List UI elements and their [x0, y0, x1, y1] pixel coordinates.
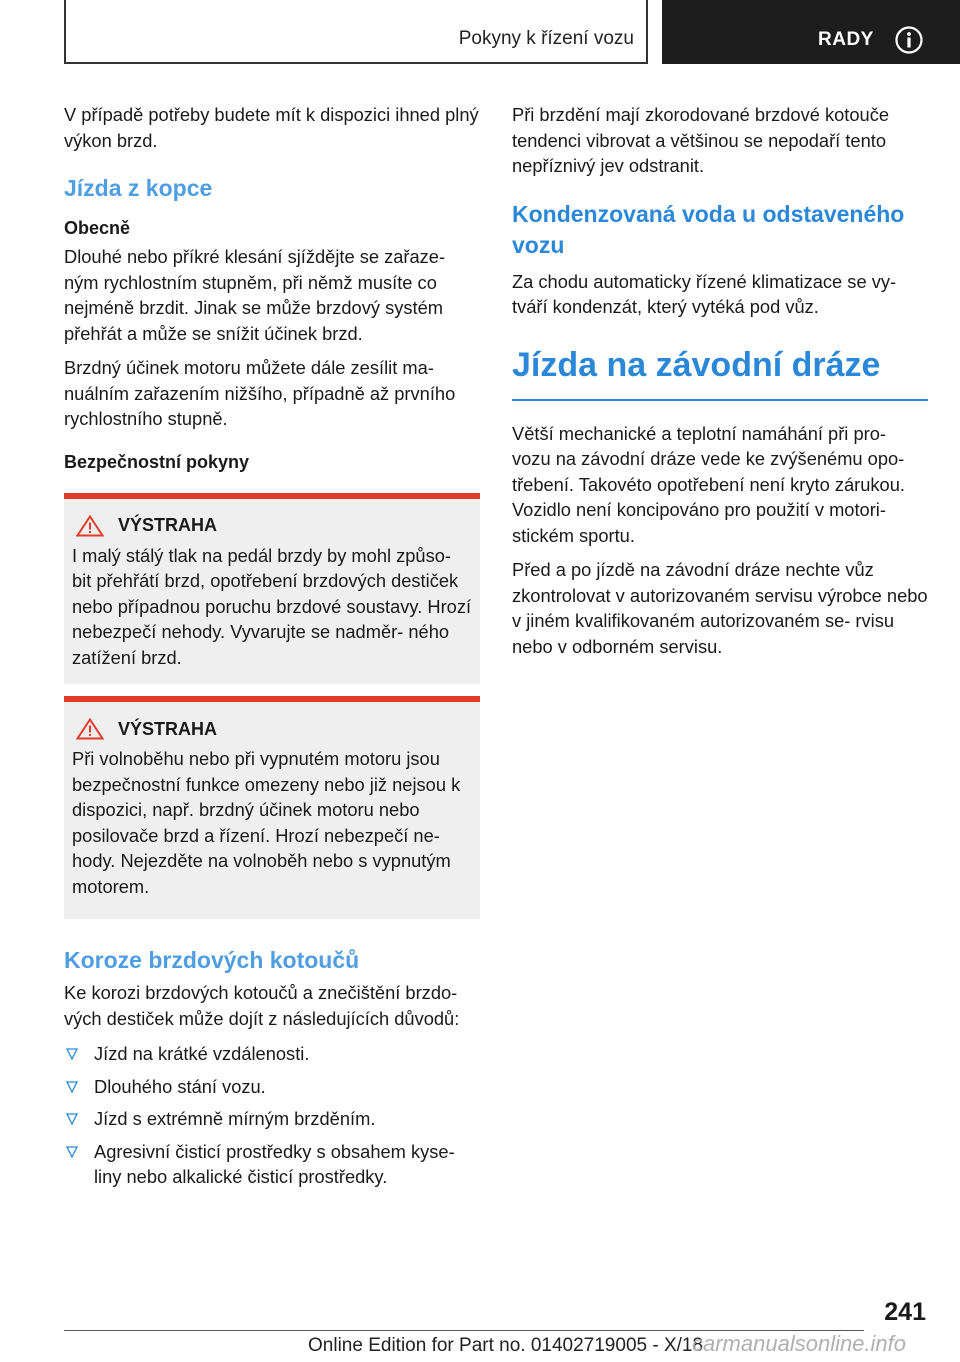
chapter-label: RADY: [818, 29, 874, 50]
header-title-box: [64, 0, 648, 64]
corrosion-intro: Ke korozi brzdových kotoučů a znečištění brzdo- vých destiček může dojít z následujících důvodů:: [64, 982, 460, 1029]
general-paragraph-2: Brzdný účinek motoru můžete dále zesílit ma- nuálním zařazením nižšího, případně až prvního rychlostního stupně.: [64, 357, 456, 429]
warning-title: VÝSTRAHA: [118, 718, 218, 739]
intro-paragraph: V případě potřeby budete mít k dispozici ihned plný výkon brzd.: [64, 104, 479, 151]
list-item: Agresivní čisticí prostředky s obsahem kyse- liny nebo alkalické čisticí prostředky.: [64, 1139, 480, 1190]
list-item: Dlouhého stání vozu.: [64, 1074, 480, 1100]
race-paragraph-1: Větší mechanické a teplotní namáhání při pro- vozu na závodní dráze vede ke zvýšenému opo- třebení. Takovéto opotřebení není kryto zárukou. Vozidlo není koncipováno pro použití v motori- stickém sportu.: [512, 422, 905, 546]
corrosion-list: [64, 1041, 480, 1190]
page-number: 241: [884, 1298, 926, 1326]
list-item: Jízd s extrémně mírným brzděním.: [64, 1106, 480, 1132]
left-column: [64, 102, 480, 1197]
condensation-paragraph: Za chodu automaticky řízené klimatizace se vy- tváří kondenzát, který vytéká pod vůz.: [512, 270, 897, 317]
condensation-heading: Kondenzovaná voda u odstaveného vozu: [512, 200, 905, 258]
triangle-bullet-icon: [66, 1048, 78, 1060]
right-column: [512, 102, 928, 668]
race-heading: Jízda na závodní dráze: [512, 346, 928, 401]
general-paragraph-1: Dlouhé nebo příkré klesání sjíždějte se zařaze- ným rychlostním stupněm, při němž musíte co nejméně brzdit. Jinak se může brzdový systém přehřát a může se snížit účinek brzd.: [64, 246, 446, 344]
section-title: Pokyny k řízení vozu: [458, 28, 634, 49]
watermark: carmanualsonline.info: [692, 1331, 907, 1356]
warning-box-1: [64, 493, 480, 685]
info-circle-icon[interactable]: [894, 25, 924, 55]
warning-box-2: [64, 696, 480, 919]
triangle-bullet-icon: [66, 1113, 78, 1125]
edition-note: Online Edition for Part no. 01402719005 - X/18: [308, 1335, 704, 1356]
warning-triangle-icon: [76, 515, 104, 537]
warning-triangle-icon: [76, 718, 104, 740]
safety-heading: Bezpečnostní pokyny: [64, 451, 250, 472]
triangle-bullet-icon: [66, 1081, 78, 1093]
downhill-heading: Jízda z kopce: [64, 175, 213, 201]
warning-text: Při volnoběhu nebo při vypnutém motoru jsou bezpečnostní funkce omezeny nebo již nejsou k dispozici, např. brzdný účinek motoru nebo posilovače brzd a řízení. Hrozí nebezpečí ne- hody. Nejezděte na volnoběh nebo s vypnutým motorem.: [72, 748, 461, 897]
corrosion-heading: Koroze brzdových kotoučů: [64, 947, 360, 973]
race-paragraph-2: Před a po jízdě na závodní dráze nechte vůz zkontrolovat v autorizovaném servisu výrobce nebo v jiném kvalifikovaném autorizovaném se- rvisu nebo v odborném servisu.: [512, 559, 928, 657]
list-item: Jízd na krátké vzdálenosti.: [64, 1041, 480, 1067]
triangle-bullet-icon: [66, 1146, 78, 1158]
corrosion-paragraph: Při brzdění mají zkorodované brzdové kotouče tendenci vibrovat a většinou se nepodaří tento nepříznivý jev odstranit.: [512, 104, 889, 176]
chapter-tab[interactable]: [662, 0, 960, 64]
general-heading: Obecně: [64, 218, 131, 238]
warning-title: VÝSTRAHA: [118, 515, 218, 535]
warning-text: I malý stálý tlak na pedál brzdy by mohl způso- bit přehřátí brzd, opotřebení brzdových destiček nebo případnou poruchu brzdové soustavy. Hrozí nebezpečí nehody. Vyvarujte se nadměr- ného zatížení brzd.: [72, 544, 472, 668]
